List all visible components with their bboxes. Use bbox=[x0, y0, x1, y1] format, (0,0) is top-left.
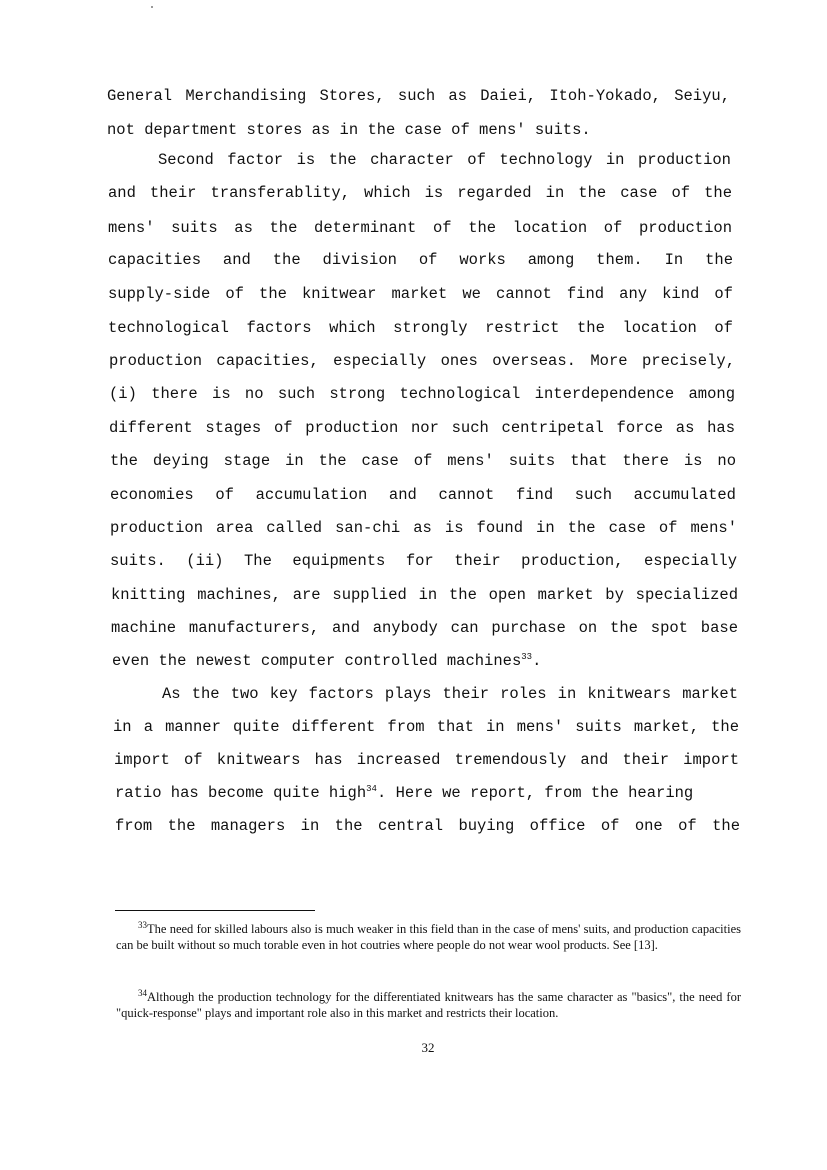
scan-speck bbox=[151, 6, 153, 8]
body-line-18-text: even the newest computer controlled machines bbox=[112, 652, 522, 670]
body-line-23: from the managers in the central buying office of one of the bbox=[115, 817, 740, 835]
body-line-11: different stages of production nor such centripetal force as has bbox=[109, 419, 735, 437]
footnote-33-text: The need for skilled labours also is much weaker in this field than in the case of mens' suits, and production capacities can be built without so much torable even in hot coutries where people do not wear wool products. See [13]. bbox=[116, 922, 741, 952]
footnote-34 bbox=[116, 989, 741, 1021]
footnote-ref-34: 34 bbox=[366, 783, 377, 794]
body-line-14: production area called san-chi as is found in the case of mens' bbox=[110, 519, 737, 537]
footnote-33-number: 33 bbox=[138, 919, 147, 930]
body-line-3: Second factor is the character of technology in production bbox=[158, 151, 731, 169]
page-number: 32 bbox=[421, 1040, 435, 1055]
body-line-18-period: . bbox=[532, 652, 542, 670]
footnote-ref-33: 33 bbox=[521, 651, 533, 662]
body-line-22-text: ratio has become quite high bbox=[115, 784, 367, 802]
body-line-20: in a manner quite different from that in mens' suits market, the bbox=[113, 718, 739, 736]
body-line-21: import of knitwears has increased tremendously and their import bbox=[114, 751, 739, 769]
body-line-19: As the two key factors plays their roles in knitwears market bbox=[162, 685, 738, 703]
footnote-33 bbox=[116, 921, 741, 953]
body-line-15: suits. (ii) The equipments for their production, especially bbox=[110, 552, 737, 570]
body-line-22 bbox=[115, 783, 740, 803]
body-line-7: supply-side of the knitwear market we cannot find any kind of bbox=[108, 285, 733, 303]
body-line-5: mens' suits as the determinant of the location of production bbox=[108, 219, 732, 237]
body-line-6: capacities and the division of works among them. In the bbox=[108, 251, 733, 269]
body-line-18 bbox=[112, 651, 592, 671]
body-line-10: (i) there is no such strong technological interdependence among bbox=[109, 385, 735, 403]
footnote-separator bbox=[115, 910, 315, 911]
body-line-1: General Merchandising Stores, such as Daiei, Itoh-Yokado, Seiyu, bbox=[107, 87, 730, 105]
footnote-34-text: Although the production technology for the differentiated knitwears has the same character as "basics", the need for "quick-response" plays and important role also in this market and restricts their location. bbox=[116, 990, 741, 1020]
body-line-17: machine manufacturers, and anybody can purchase on the spot base bbox=[111, 619, 738, 637]
body-line-9: production capacities, especially ones overseas. More precisely, bbox=[109, 352, 735, 370]
body-line-12: the deying stage in the case of mens' suits that there is no bbox=[110, 452, 736, 470]
body-line-8: technological factors which strongly restrict the location of bbox=[108, 319, 733, 337]
footnote-34-number: 34 bbox=[138, 987, 147, 998]
body-line-4: and their transferablity, which is regarded in the case of the bbox=[108, 184, 732, 202]
body-line-16: knitting machines, are supplied in the open market by specialized bbox=[111, 586, 738, 604]
body-line-2: not department stores as in the case of mens' suits. bbox=[107, 121, 591, 139]
body-line-22-tail: . Here we report, from the hearing bbox=[376, 784, 694, 802]
body-line-13: economies of accumulation and cannot find such accumulated bbox=[110, 486, 736, 504]
